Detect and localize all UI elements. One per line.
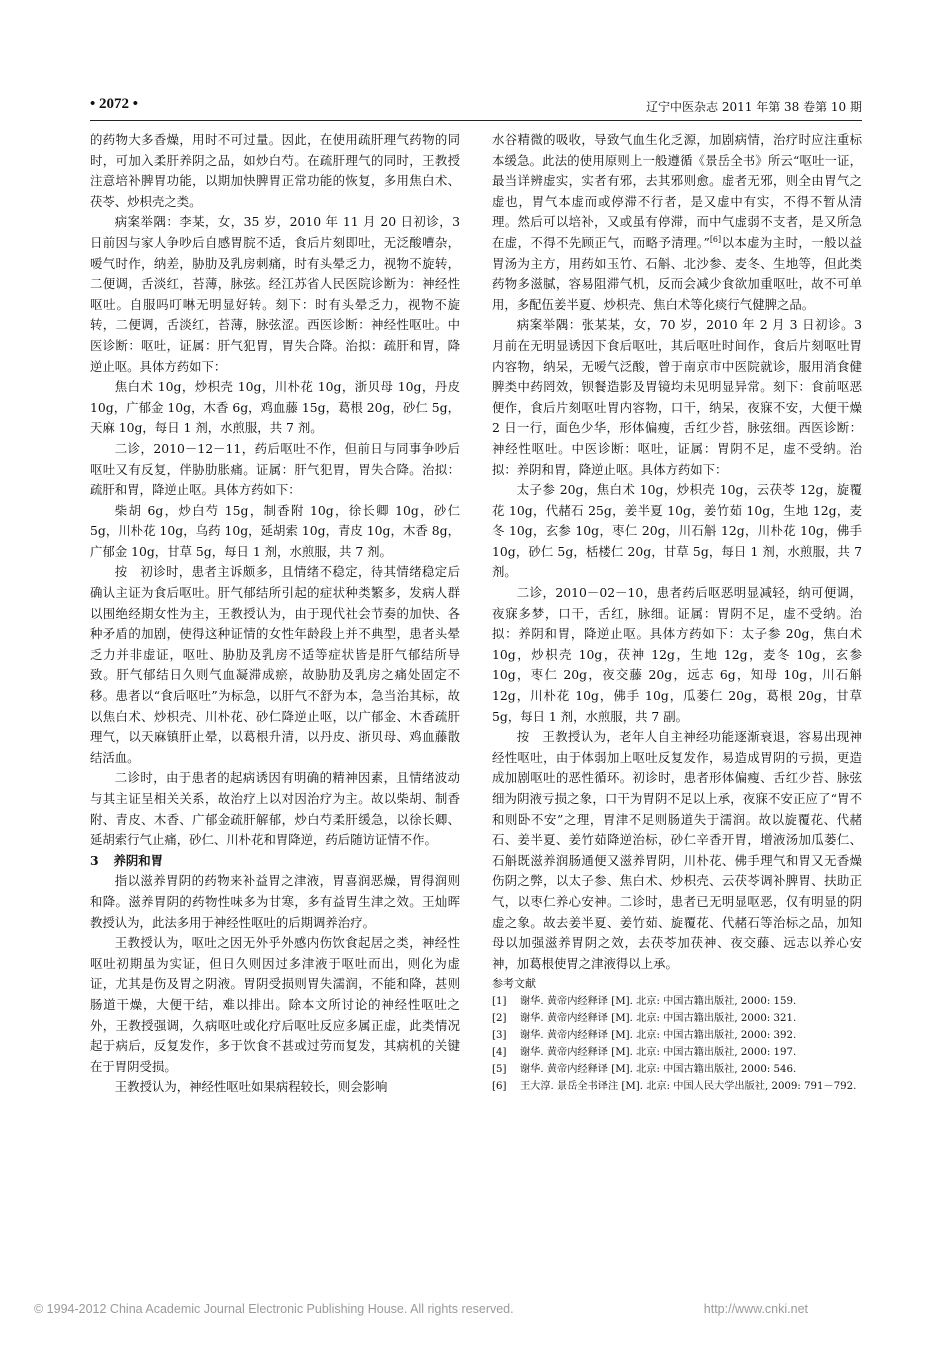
- page-number: • 2072 •: [90, 96, 139, 112]
- paragraph: [90, 562, 460, 768]
- paragraph-text: 水谷精微的吸收，导致气血生化乏源，加剧病情，治疗时应注重标本缓急。此法的使用原则上一般遵循《景岳全书》所云“呕吐一证，最当详辨虚实，实者有邪，去其邪则愈。虚者无邪，则全由胃气之虚也，胃气本虚而或停滞不行者，是又虚中有实，不得不暂从清理。然后可以培补，又或虽有停滞，而中气虚弱不支者，是又所急在虚，不得不先顾正气，而略予清理。”: [492, 132, 862, 250]
- paragraph: [492, 583, 862, 727]
- paragraph-text: 按 初诊时，患者主诉颇多，且情绪不稳定，待其情绪稳定后确认主证为食后呕吐。肝气郁结所引起的症状种类繁多，发病人群以围绝经期女性为主，王教授认为，由于现代社会节奏的加快、各种矛盾的加剧，使得这种证情的女性年龄段上并不典型，患者头晕乏力并非虚证，呕吐、胁肋及乳房不适等症状皆是肝气郁结所导致。肝气郁结日久则气血凝滞成瘀，故胁肋及乳房之痛处固定不移。患者以“食后呕吐”为标急，以肝气不舒为本，急当治其标，故以焦白术、炒枳壳、川朴花、砂仁降逆止呕，以广郁金、木香疏肝理气，以天麻镇肝止晕，以葛根升清，以丹皮、浙贝母、鸡血藤散结活血。: [90, 564, 460, 765]
- right-column-body: [492, 130, 862, 974]
- reference-number: [3]: [492, 1030, 507, 1042]
- paragraph-text: 按 王教授认为，老年人自主神经功能逐渐衰退，容易出现神经性呕吐，由于体弱加上呕吐反复发作，易造成胃阴的亏损，更造成加剧呕吐的恶性循环。初诊时，患者形体偏瘦、舌红少苔、脉弦细为阴液亏损之象，口干为胃阴不足以上承，夜寐不安正应了“胃不和则卧不安”之理，胃津不足则肠道失于濡润。故以旋覆花、代赭石、姜半夏、姜竹茹降逆治标，砂仁辛香开胃，增液汤加瓜蒌仁、石斛既滋养润肠通便又滋养胃阴，川朴花、佛手理气和胃又无香燥伤阴之弊，以太子参、焦白术、炒枳壳、云茯苓调补脾胃、扶助正气，以枣仁养心安神。二诊时，患者已无明显呕恶，仅有明显的阴虚之象。故去姜半夏、姜竹茹、旋覆花、代赭石等治标之品，加知母以加强滋养胃阴之效，去茯苓加茯神、夜交藤、远志以养心安神，加葛根使胃之津液得以上承。: [492, 729, 862, 971]
- reference-number: [2]: [492, 1013, 507, 1025]
- left-column: [90, 130, 460, 1098]
- copyright-notice: © 1994-2012 China Academic Journal Electronic Publishing House. All rights reserved.: [34, 1302, 514, 1316]
- reference-item: [492, 993, 862, 1010]
- paragraph: [90, 871, 460, 933]
- paragraph-text: 指以滋养胃阴的药物来补益胃之津液，胃喜润恶燥，胃得润则和降。滋养胃阴的药物性味多为甘寒，多有益胃生津之效。王灿晖教授认为，此法多用于神经性呕吐的后期调养治疗。: [90, 873, 460, 930]
- paragraph-text: 太子参 20g，焦白术 10g，炒枳壳 10g，云茯苓 12g，旋覆花 10g，代赭石 25g，姜半夏 10g，姜竹茹 10g，生地 12g，麦冬 10g，玄参 10g，枣仁 20g，川石斛 12g，川朴花 10g，佛手 10g，砂仁 5g，栝楼仁 20g，甘草 5g，每日 1 剂，水煎服，共 7 剂。: [492, 482, 862, 580]
- reference-number: [6]: [492, 1081, 507, 1093]
- paragraph-text: 柴胡 6g，炒白芍 15g，制香附 10g，徐长卿 10g，砂仁 5g，川朴花 10g，乌药 10g，延胡索 10g，青皮 10g，木香 8g，广郁金 10g，甘草 5g，每日 1 剂，水煎服，共 7 剂。: [90, 502, 460, 559]
- paragraph: [492, 315, 862, 480]
- paragraph: [90, 768, 460, 850]
- paragraph-text: 的药物大多香燥，用时不可过量。因此，在使用疏肝理气药物的同时，可加入柔肝养阴之品，如炒白芍。在疏肝理气的同时，王教授注意培补脾胃功能，以期加快脾胃正常功能的恢复，多用焦白术、茯苓、炒枳壳之类。: [90, 132, 460, 209]
- page-header: [90, 96, 862, 118]
- paragraph: [90, 501, 460, 563]
- paragraph: [90, 1077, 460, 1098]
- reference-text: 谢华. 黄帝内经释译 [M]. 北京: 中国古籍出版社, 2000: 197.: [520, 1047, 797, 1059]
- reference-item: [492, 1078, 862, 1095]
- section-title: 养阴和胃: [113, 852, 164, 868]
- site-url: http://www.cnki.net: [703, 1302, 808, 1316]
- right-column: [492, 130, 862, 1095]
- paragraph-text: 二诊，2010－12－11，药后呕吐不作，但前日与同事争吵后呕吐又有反复，伴胁肋胀痛。证属：肝气犯胃，胃失合降。治拟：疏肝和胃，降逆止呕。具体方药如下：: [90, 440, 460, 498]
- paragraph: [90, 933, 460, 1077]
- paragraph: [492, 727, 862, 974]
- paragraph-text: 王教授认为，呕吐之因无外乎外感内伤饮食起居之类，神经性呕吐初期虽为实证，但日久则因过多津液于呕吐而出，则化为虚证，尤其是伤及胃之阴液。胃阴受损则胃失濡润，不能和降，甚则肠道干燥，大便干结，难以排出。除本文所讨论的神经性呕吐之外，王教授强调，久病呕吐或化疗后呕吐反应多属正虚，此类情况起于病后，反复发作，多于饮食不甚或过劳而复发，其病机的关键在于胃阴受损。: [90, 935, 460, 1074]
- section-number: 3: [90, 852, 99, 868]
- paragraph: [90, 439, 460, 501]
- paragraph: [492, 130, 862, 315]
- reference-item: [492, 1044, 862, 1061]
- paragraph-text: 病案举隅：张某某，女，70 岁，2010 年 2 月 3 日初诊。3 月前在无明显诱因下食后呕吐，其后呕吐时间作，食后片刻呕吐胃内容物，纳呆，无嗳气泛酸，曾于南京市中医院就诊，服用消食健脾类中药罔效，钡餐造影及胃镜均未见明显异常。刻下：食前呕恶便作，食后片刻呕吐胃内容物，口干，纳呆，夜寐不安，大便干燥 2 日一行，面色少华，形体偏瘦，舌红少苔，脉弦细。西医诊断：神经性呕吐。中医诊断：呕吐，证属：胃阴不足，虚不受纳。治拟：养阴和胃，降逆止呕。具体方药如下：: [492, 317, 862, 477]
- reference-number: [5]: [492, 1064, 507, 1076]
- paragraph-text: 病案举隅：李某，女，35 岁，2010 年 11 月 20 日初诊，3 日前因与家人争吵后自感胃脘不适，食后片刻即吐，无泛酸嘈杂，嗳气时作，纳差，胁肋及乳房刺痛，时有头晕乏力，视物不旋转，二便调，舌淡红，苔薄，脉弦。经江苏省人民医院诊断为：神经性呕吐。自服吗叮啉无明显好转。刻下：时有头晕乏力，视物不旋转，二便调，舌淡红，苔薄，脉弦涩。西医诊断：神经性呕吐。中医诊断：呕吐，证属：肝气犯胃，胃失合降。治拟：疏肝和胃，降逆止呕。具体方药如下：: [90, 214, 460, 374]
- reference-text: 谢华. 黄帝内经释译 [M]. 北京: 中国古籍出版社, 2000: 159.: [520, 996, 797, 1008]
- reference-list: [492, 993, 862, 1095]
- reference-item: [492, 1010, 862, 1027]
- paragraph-text-continued: 以本虚为主时，一般以益胃汤为主方，用药如玉竹、石斛、北沙参、麦冬、生地等，但此类药物多滋腻，容易阻滞气机，反而会减少食欲加重呕吐，故不可单用，多配伍姜半夏、炒枳壳、焦白术等化痰行气健脾之品。: [492, 234, 863, 312]
- reference-item: [492, 1027, 862, 1044]
- reference-text: 王大淳. 景岳全书译注 [M]. 北京: 中国人民大学出版社, 2009: 791－792.: [520, 1081, 857, 1093]
- section-heading: [90, 851, 460, 872]
- journal-title: 辽宁中医杂志 2011 年第 38 卷第 10 期: [646, 100, 862, 114]
- paragraph-text: 焦白术 10g，炒枳壳 10g，川朴花 10g，浙贝母 10g，丹皮 10g，广郁金 10g，木香 6g，鸡血藤 15g，葛根 20g，砂仁 5g，天麻 10g，每日 1 剂，水煎服，共 7 剂。: [90, 379, 460, 436]
- paragraph: [90, 377, 460, 439]
- reference-text: 谢华. 黄帝内经释译 [M]. 北京: 中国古籍出版社, 2000: 392.: [520, 1030, 797, 1042]
- reference-number: [1]: [492, 996, 507, 1008]
- paragraph-text: 二诊，2010－02－10，患者药后呕恶明显减轻，纳可便调，夜寐多梦，口干，舌红，脉细。证属：胃阴不足，虚不受纳。治拟：养阴和胃，降逆止呕。具体方药如下：太子参 20g，焦白术 10g，炒枳壳 10g，茯神 12g，生地 12g，麦冬 10g，玄参 10g，枣仁 20g，夜交藤 20g，远志 6g，知母 10g，川石斛 12g，川朴花 10g，佛手 10g，瓜蒌仁 20g，葛根 20g，甘草 5g，每日 1 剂，水煎服，共 7 副。: [492, 585, 862, 724]
- reference-text: 谢华. 黄帝内经释译 [M]. 北京: 中国古籍出版社, 2000: 546.: [520, 1064, 797, 1076]
- reference-item: [492, 1061, 862, 1078]
- paragraph: [90, 130, 460, 212]
- citation-marker: [6]: [709, 234, 722, 244]
- paragraph-text: 二诊时，由于患者的起病诱因有明确的精神因素，且情绪波动与其主证呈相关关系，故治疗上以对因治疗为主。故以柴胡、制香附、青皮、木香、广郁金疏肝解郁，炒白芍柔肝缓急，以徐长卿、延胡索行气止痛，砂仁、川朴花和胃降逆，药后随访证情不作。: [90, 770, 460, 848]
- paragraph: [90, 212, 460, 377]
- header-rule: [90, 120, 862, 121]
- reference-text: 谢华. 黄帝内经释译 [M]. 北京: 中国古籍出版社, 2000: 321.: [520, 1013, 797, 1025]
- reference-number: [4]: [492, 1047, 507, 1059]
- paragraph: [492, 480, 862, 583]
- paragraph-text: 王教授认为，神经性呕吐如果病程较长，则会影响: [114, 1079, 388, 1095]
- references-title: 参考文献: [492, 977, 536, 991]
